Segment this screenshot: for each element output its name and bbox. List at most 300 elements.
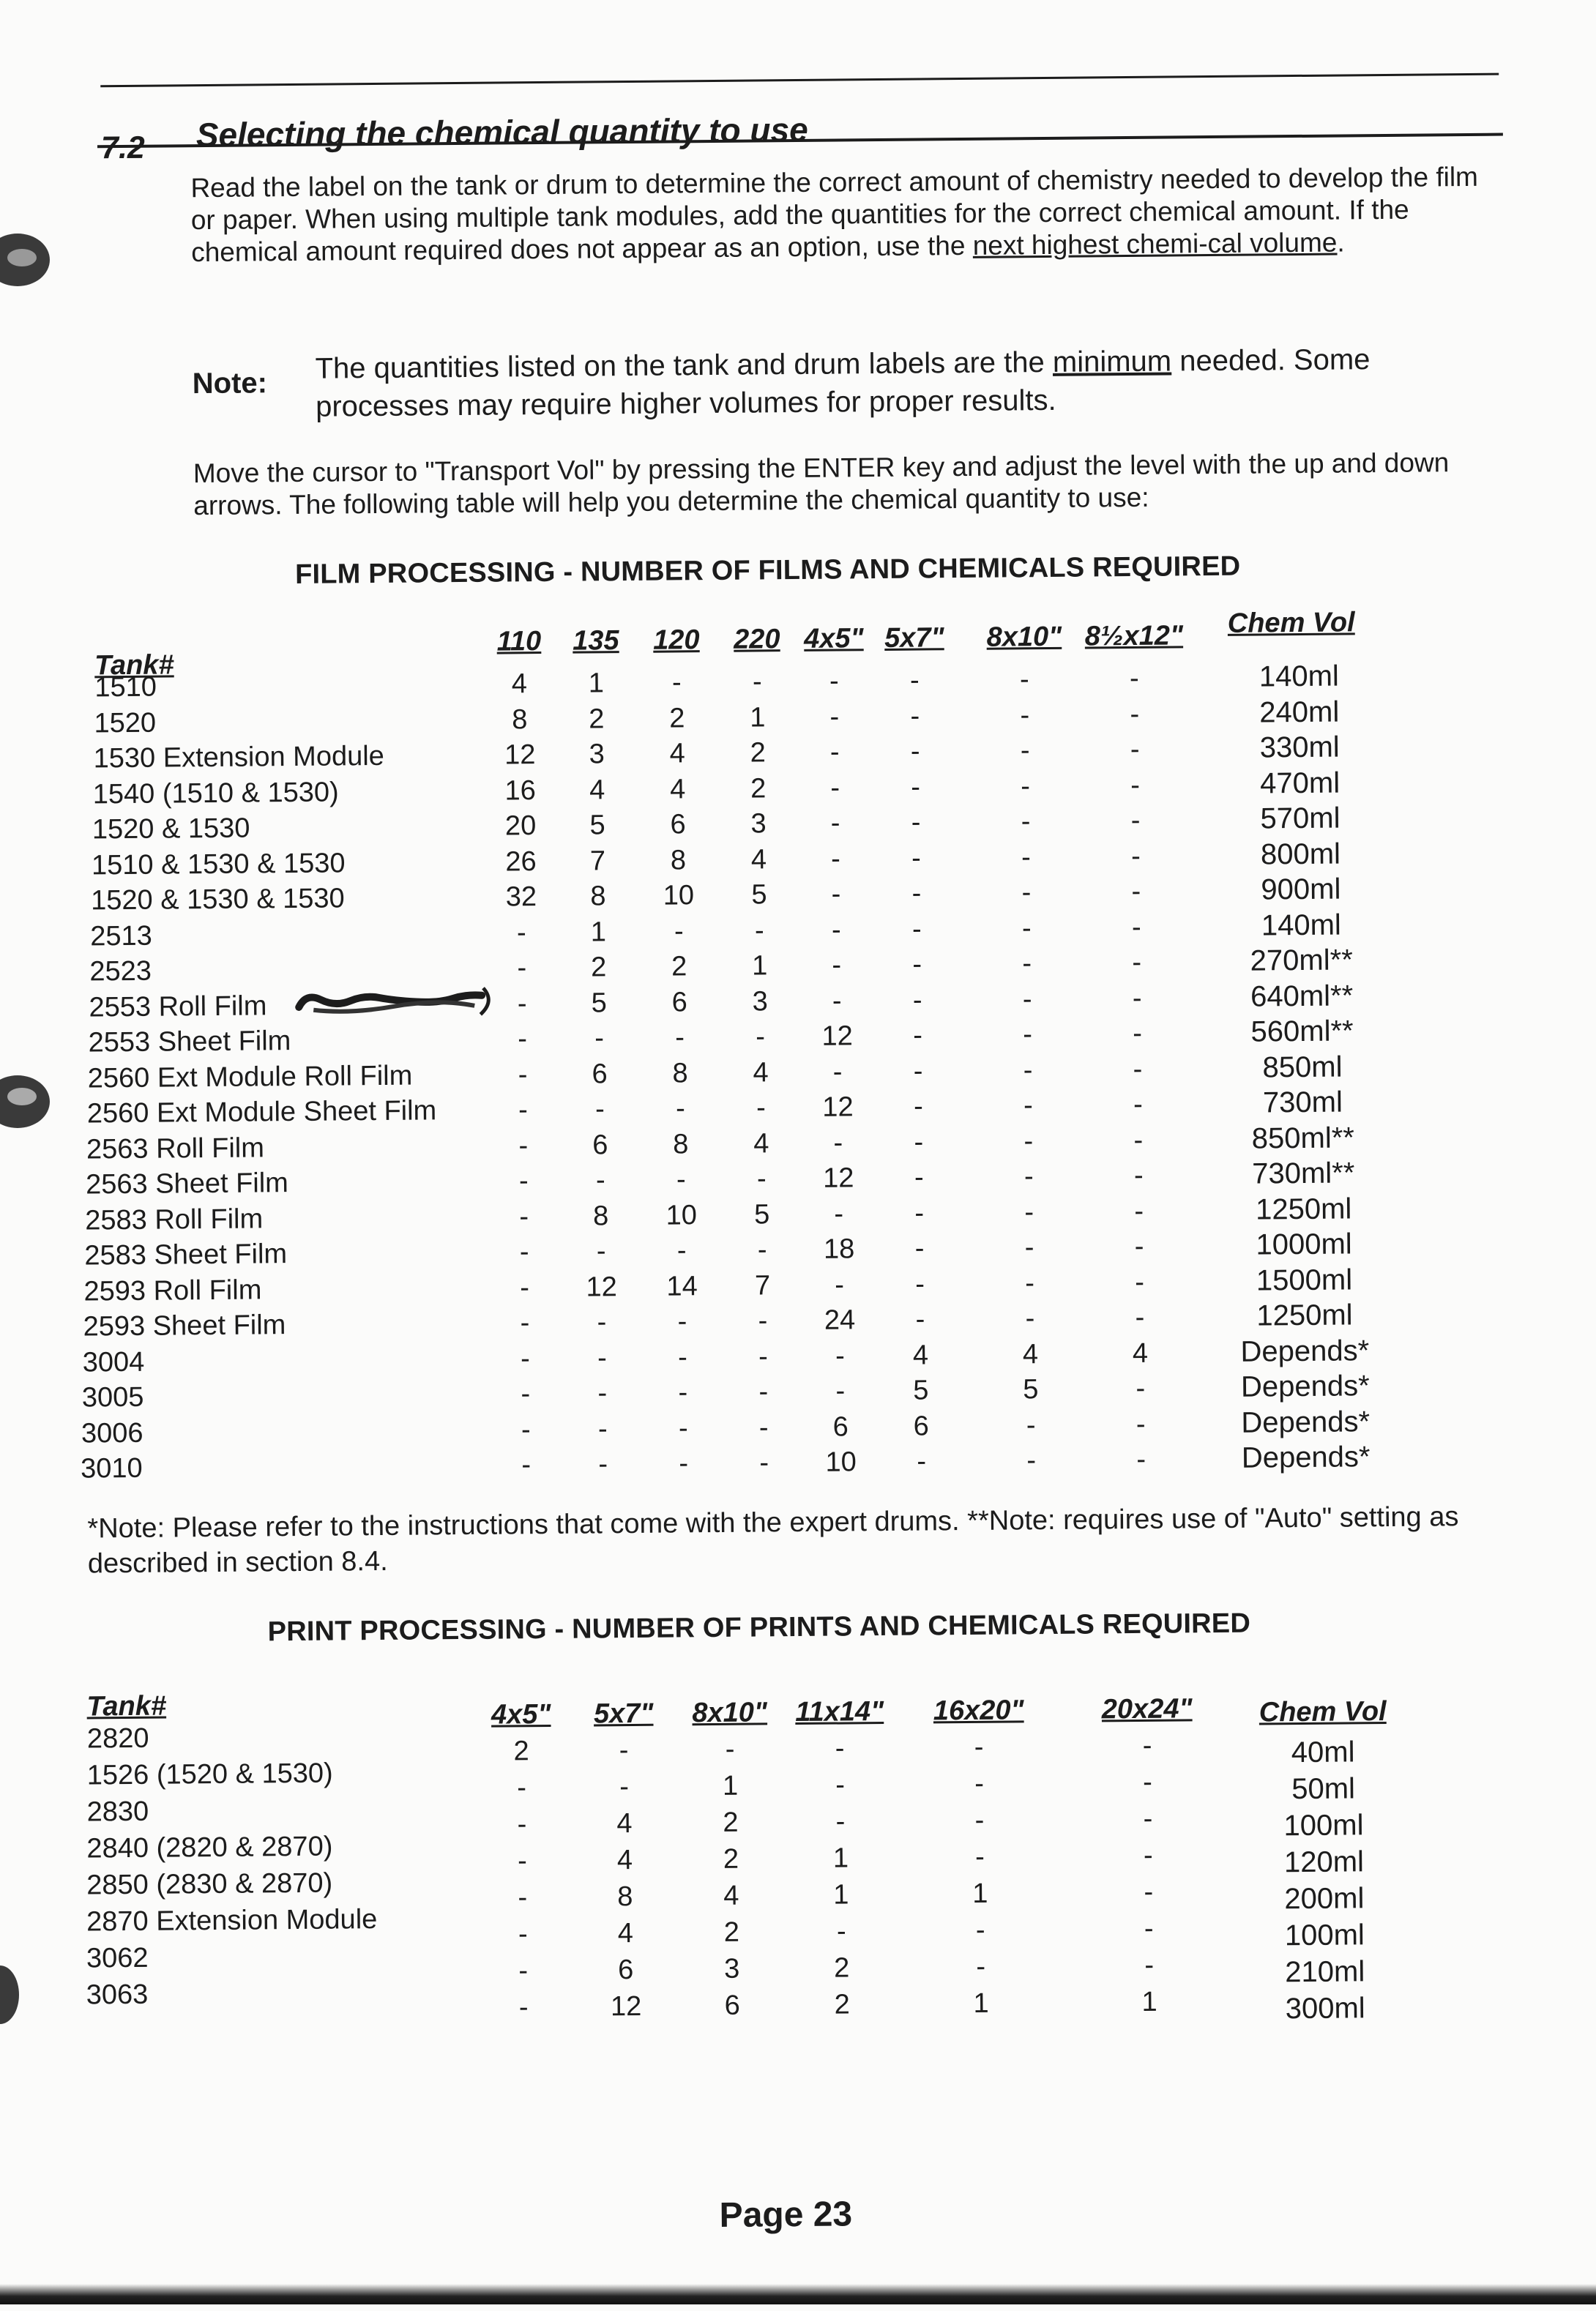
film-count-cell: - xyxy=(1022,983,1032,1015)
print-count-cell: 6 xyxy=(724,1990,740,2021)
print-count-cell: - xyxy=(836,1916,846,1947)
film-tank-name: 2563 Roll Film xyxy=(86,1132,265,1165)
film-count-cell: - xyxy=(1130,733,1140,766)
film-chem-vol: 850ml** xyxy=(1251,1121,1355,1155)
film-count-cell: - xyxy=(597,1378,608,1409)
film-chem-vol: 900ml xyxy=(1261,873,1341,906)
film-tank-header: Tank# xyxy=(94,649,174,682)
film-count-cell: - xyxy=(521,1378,531,1410)
print-column-header: 8x10" xyxy=(692,1697,768,1729)
film-count-cell: 12 xyxy=(822,1091,854,1123)
film-count-cell: - xyxy=(915,1304,925,1335)
note-text xyxy=(315,340,1502,426)
film-count-cell: 12 xyxy=(822,1162,854,1194)
film-count-cell: - xyxy=(1019,664,1029,695)
film-count-cell: 4 xyxy=(589,774,605,805)
film-count-cell: 14 xyxy=(666,1270,698,1302)
film-table-title: FILM PROCESSING - NUMBER OF FILMS AND CHEMICALS REQUIRED xyxy=(294,550,1241,590)
film-tank-name: 2560 Ext Module Sheet Film xyxy=(86,1095,437,1130)
print-column-header: 20x24" xyxy=(1101,1693,1193,1725)
film-count-cell: - xyxy=(1130,698,1140,730)
film-count-cell: - xyxy=(835,1269,845,1301)
film-tank-name: 3006 xyxy=(81,1417,143,1449)
film-count-cell: - xyxy=(835,1375,846,1407)
film-count-cell: 3 xyxy=(750,808,767,840)
film-count-cell: - xyxy=(834,1198,844,1230)
film-column-header: 135 xyxy=(573,625,619,657)
film-count-cell: 2 xyxy=(750,772,767,804)
film-count-cell: 8 xyxy=(590,881,606,912)
film-count-cell: - xyxy=(676,1164,686,1195)
film-count-cell: - xyxy=(911,772,921,803)
film-count-cell: - xyxy=(832,985,842,1017)
print-count-cell: 3 xyxy=(723,1953,740,1985)
film-count-cell: 2 xyxy=(671,951,687,982)
film-count-cell: - xyxy=(518,1023,528,1055)
film-chem-vol: 570ml xyxy=(1260,802,1340,835)
film-count-cell: - xyxy=(1131,876,1141,908)
film-chem-vol: 730ml xyxy=(1262,1086,1343,1119)
film-count-cell: - xyxy=(752,666,762,698)
note-text-end: needed. Some processes may require higher volumes for proper results. xyxy=(315,343,1371,423)
print-column-header: 5x7" xyxy=(593,1698,654,1730)
film-count-cell: 6 xyxy=(913,1410,930,1442)
film-count-cell: - xyxy=(1131,911,1141,943)
film-count-cell: - xyxy=(1133,1018,1143,1050)
film-count-cell: - xyxy=(678,1412,688,1444)
film-count-cell: - xyxy=(1020,735,1030,766)
section-title: Selecting the chemical quantity to use xyxy=(195,110,808,154)
film-count-cell: 10 xyxy=(825,1446,857,1478)
film-count-cell: - xyxy=(1021,877,1032,908)
film-count-cell: - xyxy=(917,1446,927,1477)
film-count-cell: - xyxy=(835,1340,845,1372)
film-count-cell: - xyxy=(1133,1053,1143,1085)
film-tank-name: 2523 xyxy=(89,955,152,988)
print-count-cell: - xyxy=(976,1951,986,1982)
film-count-cell: - xyxy=(1133,1089,1143,1120)
film-chem-vol: 470ml xyxy=(1259,766,1340,799)
print-tank-name: 2870 Extension Module xyxy=(86,1904,378,1938)
print-count-cell: - xyxy=(725,1733,735,1765)
film-count-cell: - xyxy=(758,1376,769,1408)
print-count-cell: - xyxy=(974,1768,985,1799)
film-count-cell: - xyxy=(830,807,840,839)
film-count-cell: - xyxy=(521,1449,532,1481)
film-count-cell: 3 xyxy=(752,985,768,1018)
film-count-cell: - xyxy=(829,736,840,768)
film-count-cell: - xyxy=(914,1127,924,1158)
film-count-cell: - xyxy=(829,665,839,697)
film-count-cell: 8 xyxy=(673,1128,689,1160)
film-count-cell: 2 xyxy=(589,703,605,734)
film-count-cell: - xyxy=(594,1094,605,1125)
film-count-cell: - xyxy=(758,1411,769,1443)
film-count-cell: 6 xyxy=(592,1129,608,1160)
film-count-cell: - xyxy=(594,1023,605,1054)
film-count-cell: - xyxy=(1024,1196,1034,1228)
film-count-cell: 12 xyxy=(821,1020,853,1052)
film-count-cell: - xyxy=(911,914,922,945)
film-count-cell: - xyxy=(518,1165,529,1197)
print-count-cell: - xyxy=(1143,1840,1153,1871)
film-chem-vol: Depends* xyxy=(1240,1334,1370,1368)
film-count-cell: - xyxy=(911,843,922,874)
film-tank-name: 3005 xyxy=(81,1381,144,1414)
film-tank-name: 2560 Ext Module Roll Film xyxy=(87,1060,413,1094)
film-count-cell: 24 xyxy=(824,1304,856,1336)
film-count-cell: - xyxy=(914,1162,924,1193)
print-count-cell: - xyxy=(517,1845,527,1877)
film-count-cell: 4 xyxy=(669,773,686,805)
print-count-cell: 1 xyxy=(832,1843,849,1874)
film-count-cell: - xyxy=(676,1235,687,1266)
film-count-cell: - xyxy=(912,985,922,1016)
intro-tail: . xyxy=(1337,227,1345,258)
film-count-cell: - xyxy=(1026,1409,1036,1441)
print-count-cell: 8 xyxy=(617,1881,633,1913)
film-count-cell: 5 xyxy=(589,810,605,841)
film-chem-vol: 800ml xyxy=(1260,837,1341,870)
print-count-cell: - xyxy=(518,1992,529,2023)
film-count-cell: - xyxy=(1023,1019,1033,1050)
footnote: *Note: Please refer to the instructions that come with the expert drums. **Note: requires use of "Auto" setting as described in section 8.4. xyxy=(87,1501,1459,1580)
film-chem-vol-header: Chem Vol xyxy=(1227,607,1355,639)
print-count-cell: 2 xyxy=(834,1989,850,2020)
film-tank-name: 2593 Sheet Film xyxy=(83,1310,286,1343)
film-count-cell: - xyxy=(674,915,684,947)
film-count-cell: - xyxy=(1130,769,1141,801)
film-count-cell: - xyxy=(756,1092,766,1124)
film-count-cell: - xyxy=(831,914,841,946)
print-count-cell: 6 xyxy=(617,1955,634,1986)
film-count-cell: - xyxy=(675,1022,685,1053)
print-count-cell: 1 xyxy=(1141,1986,1157,2017)
film-count-cell: 4 xyxy=(753,1127,769,1160)
print-count-cell: - xyxy=(1142,1730,1152,1761)
film-chem-vol: Depends* xyxy=(1241,1405,1371,1439)
film-count-cell: - xyxy=(1021,912,1032,944)
film-count-cell: 4 xyxy=(750,843,767,876)
film-tank-name: 1510 xyxy=(94,671,157,703)
film-count-cell: 6 xyxy=(670,809,686,840)
film-count-cell: - xyxy=(1132,947,1142,979)
print-count-cell: - xyxy=(517,1772,527,1804)
film-count-cell: - xyxy=(909,665,920,696)
film-count-cell: - xyxy=(517,988,527,1019)
film-count-cell: 8 xyxy=(592,1200,609,1231)
film-count-cell: 5 xyxy=(1023,1374,1039,1405)
film-count-cell: 10 xyxy=(663,880,695,911)
film-count-cell: 5 xyxy=(753,1198,770,1231)
film-count-cell: - xyxy=(754,914,764,947)
film-chem-vol: Depends* xyxy=(1241,1441,1371,1474)
film-tank-name: 2563 Sheet Film xyxy=(85,1168,289,1201)
print-count-cell: 2 xyxy=(723,1843,739,1875)
film-count-cell: - xyxy=(519,1236,529,1268)
film-count-cell: 6 xyxy=(592,1058,608,1089)
film-count-cell: - xyxy=(1025,1267,1035,1299)
print-tank-name: 3063 xyxy=(86,1979,149,2011)
film-count-cell: - xyxy=(1129,662,1139,695)
film-count-cell: - xyxy=(516,916,526,948)
film-chem-vol: 240ml xyxy=(1259,695,1340,728)
film-count-cell: - xyxy=(519,1201,529,1232)
film-tank-name: 1520 & 1530 & 1530 xyxy=(90,883,345,916)
film-chem-vol: Depends* xyxy=(1240,1370,1370,1403)
film-count-cell: - xyxy=(677,1306,687,1337)
film-count-cell: 4 xyxy=(1022,1338,1039,1370)
film-count-cell: 5 xyxy=(913,1375,929,1406)
film-count-cell: - xyxy=(914,1233,925,1264)
note-underlined-word: minimum xyxy=(1052,345,1172,378)
film-count-cell: - xyxy=(756,1021,766,1053)
film-count-cell: - xyxy=(911,807,921,838)
film-count-cell: - xyxy=(595,1165,605,1196)
print-table-title: PRINT PROCESSING - NUMBER OF PRINTS AND CHEMICALS REQUIRED xyxy=(267,1608,1251,1648)
film-count-cell: - xyxy=(1133,1124,1144,1156)
film-count-cell: - xyxy=(597,1413,608,1444)
print-tank-name: 1526 (1520 & 1530) xyxy=(86,1758,333,1791)
film-count-cell: - xyxy=(1021,841,1032,873)
film-count-cell: - xyxy=(520,1272,530,1303)
print-count-cell: - xyxy=(1144,1949,1155,1981)
film-count-cell: 4 xyxy=(511,668,528,700)
film-count-cell: - xyxy=(1023,1125,1034,1157)
print-count-cell: 4 xyxy=(616,1845,633,1876)
film-count-cell: - xyxy=(1133,1160,1144,1191)
film-chem-vol: 850ml xyxy=(1262,1050,1343,1083)
film-count-cell: - xyxy=(597,1342,607,1373)
print-count-cell: - xyxy=(1143,1766,1153,1798)
print-tank-name: 2830 xyxy=(86,1796,149,1828)
film-count-cell: - xyxy=(520,1307,530,1339)
film-count-cell: - xyxy=(1136,1444,1146,1475)
page-number: Page 23 xyxy=(719,2195,853,2235)
film-count-cell: - xyxy=(521,1414,531,1445)
print-tank-name: 2820 xyxy=(86,1722,149,1755)
film-tank-name: 2583 Roll Film xyxy=(85,1203,264,1236)
film-count-cell: - xyxy=(756,1163,767,1195)
print-column-header: 16x20" xyxy=(933,1695,1024,1727)
film-count-cell: 5 xyxy=(751,879,767,911)
film-count-cell: - xyxy=(1025,1303,1035,1334)
film-tank-name: 2553 Roll Film xyxy=(89,990,267,1023)
film-count-cell: - xyxy=(1134,1195,1144,1227)
print-tank-name: 2850 (2830 & 2870) xyxy=(86,1867,333,1901)
film-tank-name: 1520 xyxy=(94,707,157,739)
print-chem-vol: 40ml xyxy=(1291,1736,1355,1769)
film-count-cell: - xyxy=(678,1377,688,1408)
film-chem-vol: 1500ml xyxy=(1256,1263,1353,1297)
film-count-cell: - xyxy=(679,1448,689,1479)
film-count-cell: 10 xyxy=(665,1199,698,1231)
film-count-cell: - xyxy=(1134,1231,1144,1262)
film-count-cell: - xyxy=(831,878,841,910)
film-count-cell: 4 xyxy=(1132,1337,1149,1369)
page-edge-shadow xyxy=(0,2284,1596,2304)
section-number: 7.2 xyxy=(100,130,145,166)
print-column-header: 4x5" xyxy=(491,1698,551,1731)
print-chem-vol: 100ml xyxy=(1283,1809,1364,1843)
film-column-header: 110 xyxy=(496,626,542,657)
print-count-cell: 2 xyxy=(723,1916,740,1948)
print-count-cell: - xyxy=(518,1882,528,1914)
film-count-cell: 32 xyxy=(505,881,537,913)
film-count-cell: 26 xyxy=(505,845,537,877)
print-count-cell: - xyxy=(517,1809,527,1840)
film-column-header: 220 xyxy=(733,624,780,655)
print-chem-vol: 210ml xyxy=(1285,1955,1365,1989)
film-count-cell: - xyxy=(912,949,922,980)
print-count-cell: 1 xyxy=(833,1879,849,1911)
note-label: Note: xyxy=(192,367,268,400)
film-tank-name: 1510 & 1530 & 1530 xyxy=(91,847,346,881)
film-chem-vol: 140ml xyxy=(1258,660,1340,693)
film-count-cell: 5 xyxy=(591,987,607,1018)
film-count-cell: - xyxy=(829,701,840,733)
film-count-cell: - xyxy=(1135,1266,1145,1298)
note-text-start: The quantities listed on the tank and drum labels are the xyxy=(315,346,1054,385)
print-count-cell: 1 xyxy=(972,1878,988,1909)
print-count-cell: - xyxy=(974,1804,985,1836)
film-count-cell: - xyxy=(1020,699,1030,731)
film-count-cell: - xyxy=(677,1341,687,1373)
film-count-cell: 6 xyxy=(671,986,687,1018)
film-tank-name: 1520 & 1530 xyxy=(92,813,250,845)
film-count-cell: 7 xyxy=(754,1269,771,1302)
film-count-cell: 8 xyxy=(670,844,687,876)
film-count-cell: 1 xyxy=(752,950,768,982)
print-chem-vol: 300ml xyxy=(1285,1992,1365,2026)
film-count-cell: 18 xyxy=(823,1233,855,1265)
print-tank-header: Tank# xyxy=(86,1690,167,1722)
print-chem-vol: 100ml xyxy=(1284,1919,1365,1952)
film-count-cell: - xyxy=(1136,1373,1146,1404)
film-count-cell: - xyxy=(1023,1090,1033,1121)
film-count-cell: - xyxy=(1024,1232,1034,1263)
film-column-header: 5x7" xyxy=(884,622,944,654)
film-count-cell: - xyxy=(758,1340,768,1372)
film-count-cell: - xyxy=(830,772,840,804)
binding-hole-mark xyxy=(0,220,51,300)
film-chem-vol: 560ml** xyxy=(1250,1015,1354,1048)
film-chem-vol: 1250ml xyxy=(1256,1299,1353,1332)
film-chem-vol: 330ml xyxy=(1259,731,1340,764)
binding-hole-mark xyxy=(0,1955,51,2035)
film-chem-vol: 270ml** xyxy=(1250,944,1353,977)
print-tank-name: 2840 (2820 & 2870) xyxy=(86,1831,333,1864)
print-count-cell: - xyxy=(619,1735,629,1766)
film-count-cell: - xyxy=(914,1198,925,1229)
film-count-cell: - xyxy=(913,1091,923,1122)
print-count-cell: 2 xyxy=(513,1736,529,1767)
film-count-cell: - xyxy=(830,843,841,875)
print-count-cell: 2 xyxy=(723,1807,739,1838)
film-count-cell: 3 xyxy=(589,739,605,770)
film-count-cell: - xyxy=(518,1130,529,1161)
film-count-cell: - xyxy=(913,1056,923,1087)
intro-paragraph xyxy=(190,161,1502,269)
film-tank-name: 2583 Sheet Film xyxy=(84,1239,288,1272)
film-count-cell: - xyxy=(598,1449,608,1480)
film-count-cell: - xyxy=(671,667,682,698)
film-tank-name: 1530 Extension Module xyxy=(93,740,385,774)
film-chem-vol: 1250ml xyxy=(1255,1192,1352,1226)
film-count-cell: - xyxy=(1130,840,1141,872)
intro-underlined-text: next highest chemi-cal volume xyxy=(972,227,1338,261)
film-count-cell: - xyxy=(1021,770,1031,802)
film-count-cell: 6 xyxy=(832,1411,849,1443)
print-count-cell: - xyxy=(1144,1876,1154,1908)
print-count-cell: - xyxy=(975,1914,985,1946)
print-count-cell: 2 xyxy=(833,1952,850,1984)
film-count-cell: - xyxy=(597,1307,607,1338)
print-chem-vol: 50ml xyxy=(1291,1772,1356,1806)
film-chem-vol: 640ml** xyxy=(1250,979,1354,1013)
print-count-cell: - xyxy=(619,1771,630,1803)
film-column-header: 8½x12" xyxy=(1084,620,1184,652)
film-count-cell: - xyxy=(517,952,527,984)
film-column-header: 120 xyxy=(653,624,700,656)
film-count-cell: - xyxy=(757,1234,767,1266)
print-tank-name: 3062 xyxy=(86,1942,149,1974)
film-count-cell: 16 xyxy=(504,774,536,806)
film-chem-vol: 140ml xyxy=(1261,908,1341,941)
film-tank-name: 3010 xyxy=(80,1452,143,1485)
film-count-cell: 4 xyxy=(753,1056,769,1089)
film-count-cell: 8 xyxy=(512,703,528,735)
film-column-header: 4x5" xyxy=(803,623,864,654)
film-count-cell: - xyxy=(1026,1445,1037,1476)
film-count-cell: - xyxy=(911,878,922,909)
print-count-cell: 4 xyxy=(616,1808,633,1840)
print-count-cell: - xyxy=(835,1806,846,1837)
print-count-cell: 1 xyxy=(973,1987,989,2019)
film-count-cell: - xyxy=(910,736,920,767)
print-count-cell: - xyxy=(974,1731,984,1763)
film-count-cell: 8 xyxy=(672,1057,688,1089)
film-count-cell: 20 xyxy=(504,810,537,842)
instructions-paragraph: Move the cursor to "Transport Vol" by pressing the ENTER key and adjust the level with the up and down arrows. The following table will help you determine the chemical quantity to use: xyxy=(193,447,1450,521)
film-chem-vol: 730ml** xyxy=(1252,1157,1355,1190)
film-count-cell: - xyxy=(518,1059,528,1090)
print-count-cell: - xyxy=(974,1841,985,1873)
film-count-cell: - xyxy=(832,1056,843,1088)
film-tank-name: 2513 xyxy=(90,920,153,952)
film-count-cell: - xyxy=(1132,982,1142,1014)
film-count-cell: - xyxy=(1135,1302,1145,1333)
film-count-cell: 1 xyxy=(590,916,607,947)
print-column-header: 11x14" xyxy=(795,1696,884,1728)
print-count-cell: - xyxy=(1144,1913,1154,1944)
film-tank-name: 2553 Sheet Film xyxy=(88,1026,291,1059)
scribble-mark xyxy=(291,984,496,1020)
film-count-cell: 1 xyxy=(588,668,605,699)
film-count-cell: 4 xyxy=(669,738,685,769)
print-count-cell: - xyxy=(835,1769,846,1801)
print-count-cell: 4 xyxy=(723,1880,739,1911)
print-count-cell: - xyxy=(1143,1803,1153,1834)
binding-hole-mark xyxy=(0,1061,51,1142)
print-count-cell: - xyxy=(518,1955,529,1987)
film-count-cell: - xyxy=(1130,804,1141,837)
top-rule xyxy=(100,73,1499,88)
film-count-cell: - xyxy=(520,1343,530,1374)
film-tank-name: 3004 xyxy=(82,1346,145,1378)
film-count-cell: - xyxy=(596,1236,606,1267)
intro-text: Read the label on the tank or drum to determine the correct amount of chemistry needed to develop the film or paper. When using multiple tank modules, add the quantities for the correct chemical amount. If the chemical amount required does not appear as an option, use the xyxy=(190,161,1479,268)
